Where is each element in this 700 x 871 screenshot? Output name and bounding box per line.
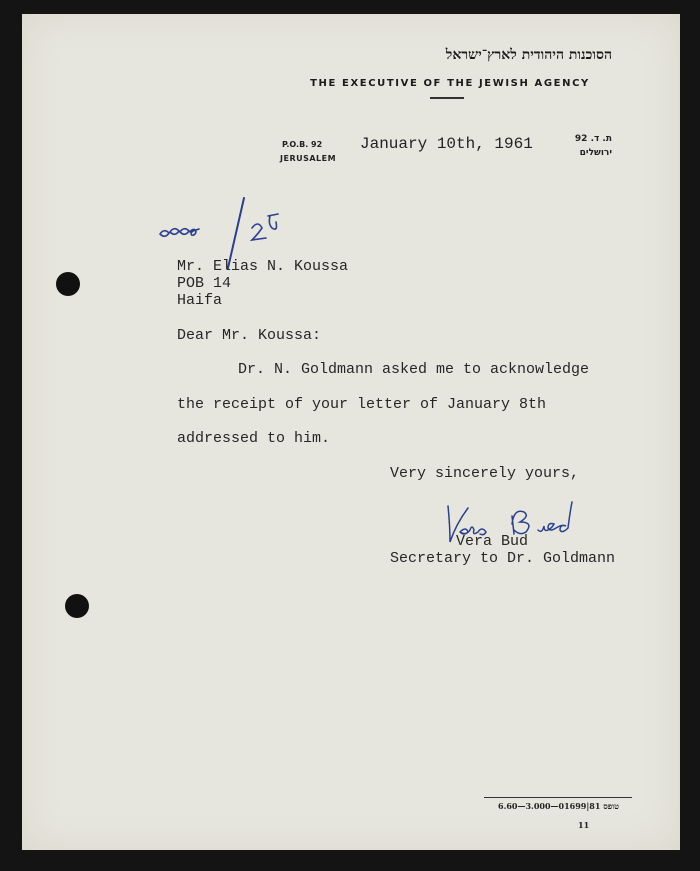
letterhead-rule xyxy=(430,97,464,99)
recipient-name: Mr. Elias N. Koussa xyxy=(177,258,349,275)
letterhead-hebrew-pob: ת. ד. 92 xyxy=(574,134,612,144)
footer-rule xyxy=(484,797,632,798)
letterhead-english-title: THE EXECUTIVE OF THE JEWISH AGENCY xyxy=(310,78,590,89)
punch-hole-top xyxy=(56,272,80,296)
punch-hole-bottom xyxy=(65,594,89,618)
footer-print-code: 6.60—3.000—01699|81 טופס xyxy=(498,801,620,811)
body-line-1: Dr. N. Goldmann asked me to acknowledge xyxy=(238,361,590,378)
recipient-pob: POB 14 xyxy=(177,275,232,292)
signer-title: Secretary to Dr. Goldmann xyxy=(390,550,616,567)
salutation: Dear Mr. Koussa: xyxy=(177,327,322,344)
letterhead-hebrew-city: ירושלים xyxy=(579,148,612,158)
letterhead-city: JERUSALEM xyxy=(280,154,337,163)
letterhead-pob: P.O.B. 92 xyxy=(282,140,323,149)
body-line-2: the receipt of your letter of January 8th xyxy=(177,396,547,413)
closing: Very sincerely yours, xyxy=(390,465,580,482)
signer-name: Vera Bud xyxy=(456,533,529,550)
body-line-3: addressed to him. xyxy=(177,430,331,447)
footer-page-number: 11 xyxy=(578,820,590,830)
letterhead-hebrew-title: הסוכנות היהודית לארץ־ישראל xyxy=(445,47,612,63)
letter-sheet xyxy=(22,14,680,850)
recipient-city: Haifa xyxy=(177,292,223,309)
letter-date: January 10th, 1961 xyxy=(360,135,533,153)
